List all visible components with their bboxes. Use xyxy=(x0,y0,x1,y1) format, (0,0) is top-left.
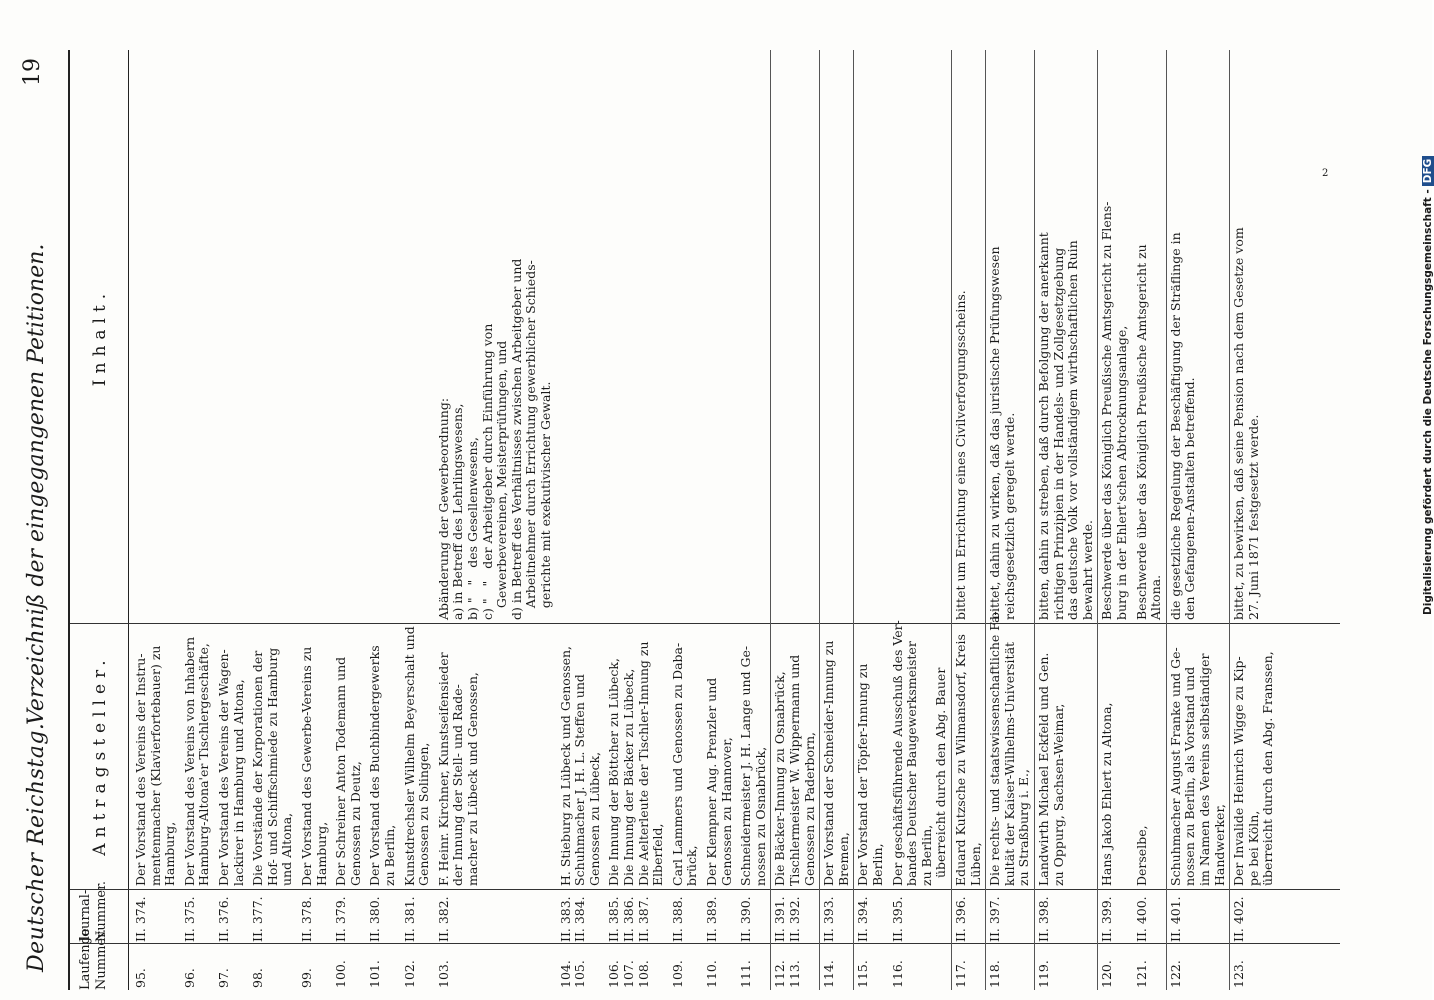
row-antragsteller-line: zu Oppurg, Sachsen-Weimar, xyxy=(1050,703,1066,886)
row-laufende-nummer: 119. xyxy=(1036,960,1051,988)
row-antragsteller-line: Der Vorstand des Buchbindergewerks xyxy=(367,645,383,886)
row-inhalt xyxy=(954,54,969,620)
row-antragsteller-line: Schneidermeister J. H. Lange und Ge- xyxy=(738,645,754,886)
row-journal-nummer: II. 397. xyxy=(987,896,1003,942)
row-inhalt-line: gerichte mit exekutivischer Gewalt. xyxy=(537,381,553,620)
row-journal-nummer: II. 388. xyxy=(669,896,685,942)
row-journal-nummer: II. 375. xyxy=(181,896,197,942)
row-antragsteller xyxy=(856,626,885,886)
row-laufende-nummer: 114. xyxy=(821,960,837,988)
side-credit-text xyxy=(1422,35,1434,615)
row-antragsteller-line: Eduard Kutzsche zu Wilmansdorf, Kreis xyxy=(953,634,968,886)
row-antragsteller xyxy=(1037,626,1066,886)
row-antragsteller-line: Lüben, xyxy=(967,842,983,886)
row-antragsteller-line: Genossen zu Lübeck, xyxy=(586,751,602,886)
row-inhalt-line: Abänderung der Gewerbeordnung: xyxy=(435,397,451,620)
row-separator xyxy=(853,50,854,990)
row-antragsteller-line: nossen zu Berlin, als Vorstand und xyxy=(1182,666,1198,886)
page-number: 19 xyxy=(20,58,45,86)
row-antragsteller-line: Handwerker, xyxy=(1211,803,1227,886)
row-inhalt-line: b) " " des Gesellenwesens, xyxy=(464,437,480,620)
table-row xyxy=(403,50,432,990)
row-journal-nummer: II. 381. xyxy=(401,896,417,942)
row-laufende-nummer: 117. xyxy=(953,960,968,988)
row-antragsteller-line: Landwirth Michael Eckfeld und Gen. xyxy=(1036,652,1051,886)
dfg-logo: DFG xyxy=(1422,156,1434,187)
column-header-antragsteller: Antragsteller. xyxy=(90,654,110,856)
table-row xyxy=(251,50,295,990)
row-laufende-nummer: 118. xyxy=(987,960,1003,988)
row-antragsteller-line: Bremen, xyxy=(835,832,851,886)
row-inhalt xyxy=(1100,54,1129,620)
row-separator xyxy=(1034,50,1035,990)
row-journal-nummer: II. 396. xyxy=(953,896,968,942)
row-antragsteller-line: F. Heinr. Kirchner, Kunstseifensieder xyxy=(435,652,451,886)
side-credit xyxy=(1408,40,1434,620)
row-antragsteller-line: der Innung der Stell- und Rade- xyxy=(450,684,466,886)
row-inhalt xyxy=(988,54,1017,620)
table-row xyxy=(671,50,700,990)
row-inhalt-line: Beschwerde über das Königlich Preußische Amtsgericht zu xyxy=(1133,244,1149,620)
row-inhalt-line: bewahrt werde. xyxy=(1079,519,1095,620)
row-antragsteller-line: und Altona, xyxy=(279,812,295,886)
row-antragsteller-line: Der Schreiner Anton Todemann und xyxy=(333,656,349,886)
row-laufende-nummer: 121. xyxy=(1133,960,1149,988)
row-antragsteller-line: pe bei Köln, xyxy=(1245,810,1261,886)
page-header xyxy=(18,50,66,990)
table-row xyxy=(1169,50,1227,990)
table-row xyxy=(183,50,212,990)
row-antragsteller-line: Die Innung der Bäcker zu Lübeck, xyxy=(620,668,636,886)
row-laufende-nummer: 106. 107. 108. xyxy=(606,960,651,988)
row-inhalt-line: Altona. xyxy=(1148,574,1164,620)
row-antragsteller-line: bandes Deutscher Baugewerksmeister xyxy=(904,641,920,886)
table-row xyxy=(1135,50,1164,990)
row-inhalt-line: c) " " der Arbeitgeber durch Einführung von xyxy=(479,323,495,620)
row-inhalt-line: den Gefangenen-Anstalten betreffend. xyxy=(1182,377,1198,620)
row-journal-nummer: II. 402. xyxy=(1231,896,1247,942)
row-inhalt-line: Beschwerde über das Königlich Preußische Amtsgericht zu Flens- xyxy=(1099,201,1115,620)
row-laufende-nummer: 95. xyxy=(133,968,148,988)
row-antragsteller-line: Der Invalide Heinrich Wigge zu Kip- xyxy=(1231,656,1247,886)
row-antragsteller-line: Der Klempner Aug. Prenzler und xyxy=(704,677,719,886)
row-antragsteller xyxy=(773,626,817,886)
row-antragsteller xyxy=(300,626,329,886)
row-inhalt xyxy=(1135,54,1164,620)
row-antragsteller xyxy=(134,626,178,886)
row-antragsteller-line: Die Bäcker-Innung zu Osnabrück, xyxy=(772,671,788,886)
row-inhalt-line: Arbeitnehmer durch Errichtung gewerblicher Schieds- xyxy=(523,260,539,620)
row-journal-nummer: II. 391. II. 392. xyxy=(772,896,802,942)
row-antragsteller xyxy=(739,626,768,886)
table-row xyxy=(134,50,178,990)
row-journal-nummer: II. 401. xyxy=(1167,896,1183,942)
row-antragsteller-line: Hamburg, xyxy=(313,821,329,886)
row-journal-nummer: II. 399. xyxy=(1099,896,1115,942)
column-header-inhalt: Inhalt. xyxy=(90,287,110,387)
row-antragsteller-line: nossen zu Osnabrück, xyxy=(752,746,768,886)
row-antragsteller-line: Hamburg-Altona'er Tischlergeschäfte, xyxy=(196,643,212,886)
row-antragsteller xyxy=(1135,626,1150,886)
row-antragsteller-line: Genossen zu Solingen, xyxy=(416,742,432,886)
row-antragsteller-line: Hof- und Schiffschmiede zu Hamburg xyxy=(264,647,280,886)
row-separator xyxy=(1097,50,1098,990)
row-antragsteller xyxy=(987,611,1032,886)
row-antragsteller-line: überreicht durch den Abg. Bauer xyxy=(933,667,949,886)
row-antragsteller xyxy=(334,626,363,886)
row-antragsteller xyxy=(1169,626,1227,886)
row-inhalt-line: reichsgesetzlich geregelt werde. xyxy=(1001,412,1017,620)
row-journal-nummer: II. 395. xyxy=(889,896,905,942)
row-separator xyxy=(1166,50,1167,990)
row-antragsteller-line: mentenmacher (Klavierfortebauer) zu xyxy=(147,645,163,886)
row-antragsteller-line: Die Aelterleute der Tischler-Innung zu xyxy=(635,641,651,886)
row-antragsteller xyxy=(183,626,212,886)
row-laufende-nummer: 96. xyxy=(181,968,197,988)
row-antragsteller-line: Hans Jakob Ehlert zu Altona, xyxy=(1099,702,1115,886)
row-laufende-nummer: 99. xyxy=(299,968,314,988)
row-antragsteller-line: H. Stieburg zu Lübeck und Genossen, xyxy=(557,645,573,886)
row-laufende-nummer: 116. xyxy=(889,960,905,988)
header-left-title: Deutscher Reichstag. xyxy=(24,722,49,972)
row-inhalt-line: Gewerbevereinen, Meisterprüfungen, und xyxy=(494,340,510,620)
row-laufende-nummer: 103. xyxy=(435,960,451,988)
row-journal-nummer: II. 385. II. 386. II. 387. xyxy=(606,896,651,942)
table-row xyxy=(822,50,851,990)
table-row xyxy=(334,50,363,990)
row-inhalt-line: bittet, dahin zu wirken, daß das juristische Prüfungswesen xyxy=(987,246,1003,620)
row-antragsteller-line: Der Vorstand des Vereins der Instru- xyxy=(133,653,148,886)
row-laufende-nummer: 115. xyxy=(855,960,871,988)
page-mark: 2 xyxy=(1322,168,1329,179)
row-antragsteller xyxy=(1100,626,1115,886)
row-inhalt-line: richtigen Prinzipien in der Handels- und Zollgesetzgebung xyxy=(1050,247,1066,620)
row-inhalt-line: d) in Betreff des Verhältnisses zwischen Arbeitgeber und xyxy=(508,258,524,620)
row-antragsteller-line: Kunstdrechsler Wilhelm Beyerschalt und xyxy=(401,626,417,886)
row-antragsteller-line: Schuhmacher J. H. L. Steffen und xyxy=(572,674,588,886)
row-antragsteller-line: Der Vorstand der Töpfer-Innung zu xyxy=(855,663,871,886)
row-journal-nummer: II. 376. xyxy=(216,896,231,942)
row-laufende-nummer: 104. 105. xyxy=(557,960,588,988)
row-antragsteller-line: Der Vorstand des Vereins der Wagen- xyxy=(216,649,231,886)
row-antragsteller-line: zu Berlin, xyxy=(918,824,934,886)
row-inhalt-line: 27. Juni 1871 festgesetzt werde. xyxy=(1245,414,1261,620)
row-inhalt xyxy=(1169,54,1198,620)
row-antragsteller-line: Der Vorstand des Vereins von Inhabern xyxy=(181,636,197,886)
table-row xyxy=(1100,50,1129,990)
row-antragsteller xyxy=(607,626,665,886)
row-journal-nummer: II. 377. xyxy=(250,896,266,942)
table-row xyxy=(607,50,665,990)
table-row xyxy=(705,50,734,990)
row-journal-nummer: II. 389. xyxy=(704,896,719,942)
row-journal-nummer: II. 394. xyxy=(855,896,871,942)
table-row xyxy=(856,50,885,990)
column-header-rule xyxy=(128,50,129,990)
row-antragsteller-line: Derselbe, xyxy=(1133,825,1149,886)
row-antragsteller-line: Die Innung der Böttcher zu Lübeck, xyxy=(606,658,622,886)
table-row xyxy=(773,50,817,990)
row-antragsteller xyxy=(1232,626,1276,886)
row-journal-nummer: II. 374. xyxy=(133,896,148,942)
table-row xyxy=(559,50,603,990)
row-antragsteller-line: lackirer in Hamburg und Altona, xyxy=(230,679,246,886)
table-row xyxy=(739,50,768,990)
row-antragsteller-line: Genossen zu Deutz, xyxy=(347,761,363,886)
row-journal-nummer: II. 400. xyxy=(1133,896,1149,942)
row-antragsteller xyxy=(559,626,603,886)
table-row xyxy=(300,50,329,990)
header-top-rule xyxy=(68,50,70,990)
row-laufende-nummer: 110. xyxy=(704,960,719,988)
header-center-title: Verzeichniß der eingegangenen Petitionen. xyxy=(24,243,49,725)
row-laufende-nummer: 120. xyxy=(1099,960,1115,988)
row-separator xyxy=(770,50,771,990)
row-laufende-nummer: 97. xyxy=(216,968,231,988)
row-antragsteller-line: Carl Lammers und Genossen zu Daba- xyxy=(669,642,685,886)
column-header-laufende: Laufende Nummer. xyxy=(78,928,109,990)
column-header-journal: Journal- Nummer. xyxy=(78,880,109,942)
side-credit-label: Digitalisierung gefördert durch die Deutsche Forschungsgemeinschaft - xyxy=(1422,189,1434,615)
table-row xyxy=(954,50,983,990)
row-separator xyxy=(951,50,952,990)
table-row xyxy=(217,50,246,990)
row-antragsteller-line: Schuhmacher August Franke und Ge- xyxy=(1167,647,1183,886)
row-antragsteller-line: macher zu Lübeck und Genossen, xyxy=(464,672,480,886)
row-inhalt-line: bittet, zu bewirken, daß seine Pension nach dem Gesetze vom xyxy=(1231,227,1247,620)
row-inhalt xyxy=(1037,54,1095,620)
row-antragsteller-line: Die Vorstände der Korporationen der xyxy=(250,650,266,886)
row-antragsteller-line: zu Straßburg i. E., xyxy=(1016,769,1032,886)
row-laufende-nummer: 101. xyxy=(367,960,383,988)
row-antragsteller xyxy=(368,626,397,886)
row-inhalt-line: burg in der Ehlert'schen Abtrocknungsanlage, xyxy=(1113,325,1129,620)
row-separator xyxy=(985,50,986,990)
row-antragsteller-line: Genossen zu Hannover, xyxy=(718,737,734,886)
row-journal-nummer: II. 390. xyxy=(738,896,754,942)
row-journal-nummer: II. 398. xyxy=(1036,896,1051,942)
table-row xyxy=(891,50,949,990)
row-antragsteller xyxy=(671,626,700,886)
row-laufende-nummer: 102. xyxy=(401,960,417,988)
row-antragsteller-line: zu Berlin, xyxy=(381,824,397,886)
row-antragsteller-line: Hamburg, xyxy=(162,821,178,886)
row-antragsteller xyxy=(705,626,734,886)
row-separator xyxy=(819,50,820,990)
row-inhalt-line: bittet um Errichtung eines Civilverforgungsscheins. xyxy=(953,290,968,620)
row-antragsteller-line: kultät der Kaiser-Wilhelms-Universität xyxy=(1001,641,1017,886)
row-laufende-nummer: 98. xyxy=(250,968,266,988)
row-antragsteller-line: Der geschäftsführende Ausschuß des Ver- xyxy=(889,620,905,886)
row-separator xyxy=(1229,50,1230,990)
row-inhalt-line: die gesetzliche Regelung der Beschäftigung der Sträflinge in xyxy=(1167,232,1183,620)
table-row xyxy=(1232,50,1276,990)
row-antragsteller-line: Berlin, xyxy=(869,843,885,886)
row-journal-nummer: II. 378. xyxy=(299,896,314,942)
row-laufende-nummer: 109. xyxy=(669,960,685,988)
row-antragsteller xyxy=(889,620,949,886)
rotated-page-content xyxy=(10,50,1350,990)
row-inhalt-line: das deutsche Volk vor vollständigem wirthschaftlichen Ruin xyxy=(1065,240,1081,620)
row-antragsteller-line: im Namen des Vereins selbständiger xyxy=(1196,653,1212,886)
row-antragsteller-line: Die rechts- und staatswissenschaftliche Fa- xyxy=(987,611,1003,886)
row-antragsteller-line: Tischlermeister W. Wippermann und xyxy=(786,654,802,886)
table-row xyxy=(368,50,397,990)
row-inhalt xyxy=(437,54,554,620)
row-inhalt xyxy=(1232,54,1261,620)
row-inhalt-line: a) in Betreff des Lehrlingswesens, xyxy=(450,403,466,620)
row-antragsteller xyxy=(251,626,295,886)
row-laufende-nummer: 123. xyxy=(1231,960,1247,988)
table-row xyxy=(437,50,554,990)
row-inhalt-line: bitten, dahin zu streben, daß durch Befolgung der anerkannt xyxy=(1036,232,1051,620)
row-antragsteller-line: brück, xyxy=(684,845,700,886)
row-antragsteller xyxy=(217,626,246,886)
row-laufende-nummer: 112. 113. xyxy=(772,960,802,988)
row-antragsteller-line: überreicht durch den Abg. Franssen, xyxy=(1260,651,1276,886)
row-journal-nummer: II. 380. xyxy=(367,896,383,942)
row-antragsteller xyxy=(822,626,851,886)
row-antragsteller xyxy=(954,626,983,886)
row-journal-nummer: II. 382. xyxy=(435,896,451,942)
row-laufende-nummer: 122. xyxy=(1167,960,1183,988)
row-laufende-nummer: 100. xyxy=(333,960,349,988)
table-row xyxy=(1037,50,1095,990)
row-laufende-nummer: 111. xyxy=(738,960,754,988)
row-antragsteller-line: Elberfeld, xyxy=(650,823,666,886)
row-antragsteller xyxy=(403,626,432,886)
row-antragsteller-line: Der Vorstand des Gewerbe-Vereins zu xyxy=(299,646,314,886)
row-journal-nummer: II. 379. xyxy=(333,896,349,942)
row-journal-nummer: II. 393. xyxy=(821,896,837,942)
table-row xyxy=(988,50,1032,990)
row-antragsteller-line: Der Vorstand der Schneider-Innung zu xyxy=(821,640,837,886)
row-antragsteller-line: Genossen zu Paderborn, xyxy=(801,731,817,886)
row-antragsteller xyxy=(437,626,481,886)
row-journal-nummer: II. 383. II. 384. xyxy=(557,896,588,942)
